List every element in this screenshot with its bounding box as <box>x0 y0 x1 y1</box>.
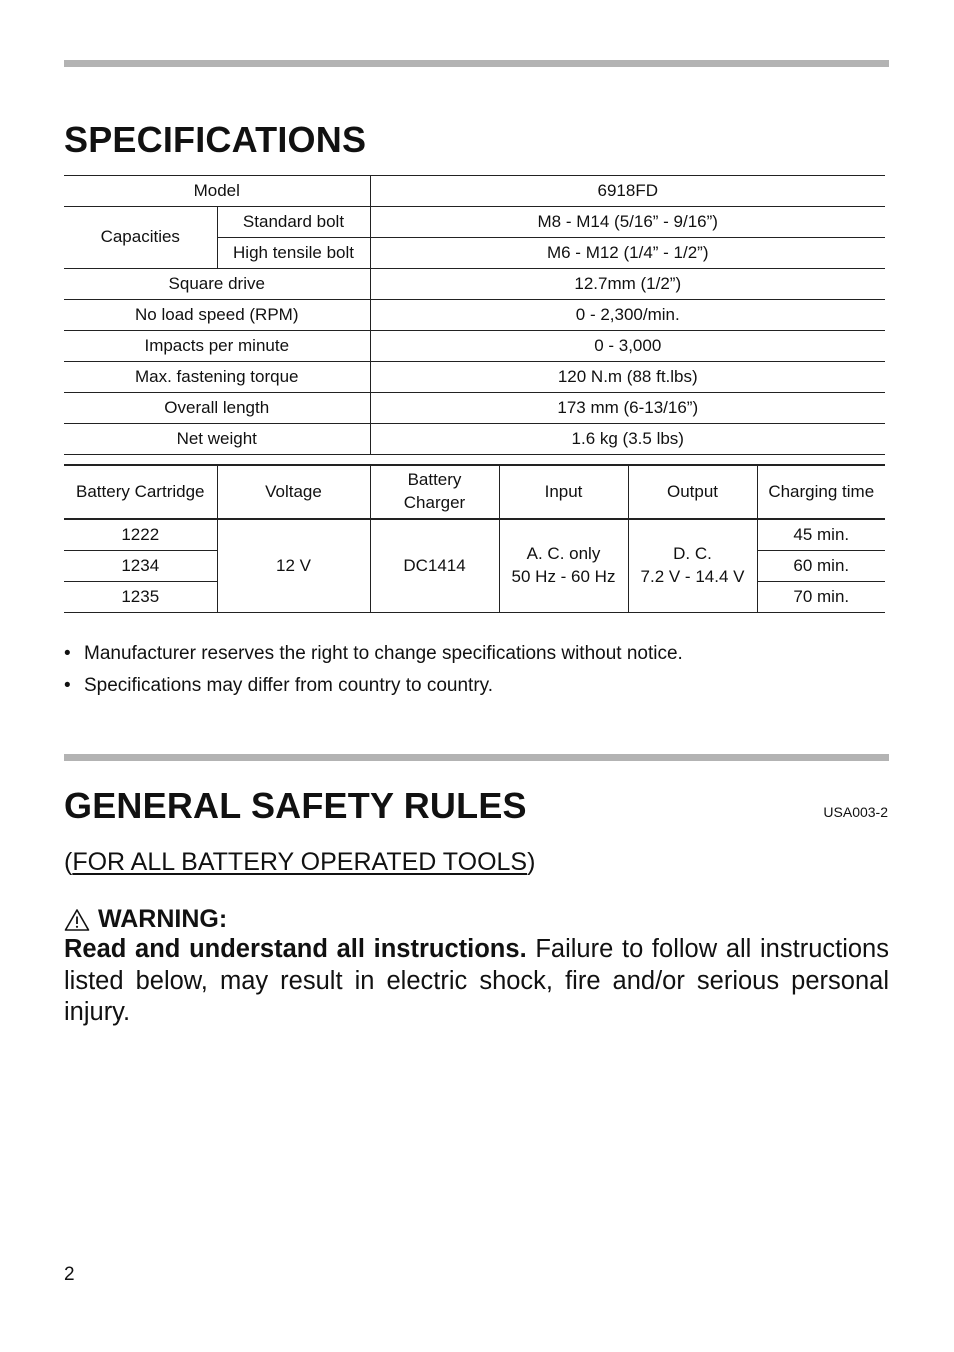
table-row <box>64 300 885 331</box>
header-battery-cartridge: Battery Cartridge <box>64 465 217 519</box>
table-row <box>64 393 885 424</box>
cartridge-cell: 1222 <box>64 519 217 551</box>
output-line: D. C. <box>673 544 712 564</box>
bullet: • <box>64 675 71 696</box>
input-line: A. C. only <box>526 544 601 564</box>
spec-value: 173 mm (6-13/16”) <box>370 393 885 424</box>
spec-label: Impacts per minute <box>64 331 370 362</box>
table-row <box>64 519 885 551</box>
bullet: • <box>64 643 71 664</box>
document-code: USA003-2 <box>823 804 888 820</box>
charging-time-cell: 60 min. <box>757 551 885 582</box>
list-item <box>64 670 683 702</box>
header-battery-charger <box>370 465 499 519</box>
specifications-table <box>64 175 885 455</box>
warning-bold-text: Read and understand all instructions. <box>64 935 527 963</box>
high-tensile-label: High tensile bolt <box>217 238 370 269</box>
high-tensile-value: M6 - M12 (1/4” - 1/2”) <box>370 238 885 269</box>
safety-heading: GENERAL SAFETY RULES <box>64 785 527 826</box>
spec-value: 120 N.m (88 ft.lbs) <box>370 362 885 393</box>
warning-triangle-icon <box>64 908 90 932</box>
capacities-label: Capacities <box>64 207 217 269</box>
list-item <box>64 638 683 670</box>
table-row <box>64 269 885 300</box>
top-rule <box>64 60 889 67</box>
model-value: 6918FD <box>370 176 885 207</box>
output-cell <box>628 519 757 613</box>
input-cell <box>499 519 628 613</box>
table-row <box>64 424 885 455</box>
table-header-row <box>64 465 885 519</box>
spec-value: 12.7mm (1/2”) <box>370 269 885 300</box>
spec-label: Max. fastening torque <box>64 362 370 393</box>
table-row <box>64 331 885 362</box>
spec-value: 0 - 3,000 <box>370 331 885 362</box>
header-input: Input <box>499 465 628 519</box>
table-row <box>64 176 885 207</box>
header-voltage: Voltage <box>217 465 370 519</box>
section-rule <box>64 754 889 761</box>
warning-paragraph <box>64 934 889 1029</box>
voltage-cell: 12 V <box>217 519 370 613</box>
note-text: Specifications may differ from country to country. <box>84 675 494 696</box>
header-output: Output <box>628 465 757 519</box>
spec-label: Square drive <box>64 269 370 300</box>
standard-bolt-value: M8 - M14 (5/16” - 9/16”) <box>370 207 885 238</box>
subtitle-close: ) <box>527 848 536 876</box>
table-row <box>64 207 885 238</box>
model-label: Model <box>64 176 370 207</box>
spec-value: 0 - 2,300/min. <box>370 300 885 331</box>
table-row <box>64 362 885 393</box>
cartridge-cell: 1234 <box>64 551 217 582</box>
cartridge-cell: 1235 <box>64 582 217 613</box>
spec-label: No load speed (RPM) <box>64 300 370 331</box>
spec-value: 1.6 kg (3.5 lbs) <box>370 424 885 455</box>
standard-bolt-label: Standard bolt <box>217 207 370 238</box>
charging-time-cell: 45 min. <box>757 519 885 551</box>
page-number: 2 <box>64 1264 75 1285</box>
note-text: Manufacturer reserves the right to change specifications without notice. <box>84 643 683 664</box>
spec-label: Net weight <box>64 424 370 455</box>
warning-body-text: Failure to follow all instructions listed below, may result in electric shock, fire and/or serious personal injury. <box>64 935 889 1026</box>
output-line: 7.2 V - 14.4 V <box>640 567 745 586</box>
warning-label: WARNING: <box>98 905 228 933</box>
battery-table <box>64 464 885 613</box>
charger-cell: DC1414 <box>370 519 499 613</box>
specifications-heading: SPECIFICATIONS <box>64 119 367 160</box>
spec-notes <box>64 638 683 702</box>
input-line: 50 Hz - 60 Hz <box>511 567 616 586</box>
charging-time-cell: 70 min. <box>757 582 885 613</box>
subtitle-text: FOR ALL BATTERY OPERATED TOOLS <box>72 848 528 876</box>
subtitle-open: ( <box>64 848 73 876</box>
safety-subtitle <box>64 848 535 877</box>
spec-label: Overall length <box>64 393 370 424</box>
warning-heading <box>64 905 227 934</box>
header-battery-charger-text: Battery Charger <box>403 470 466 512</box>
header-charging-time: Charging time <box>757 465 885 519</box>
